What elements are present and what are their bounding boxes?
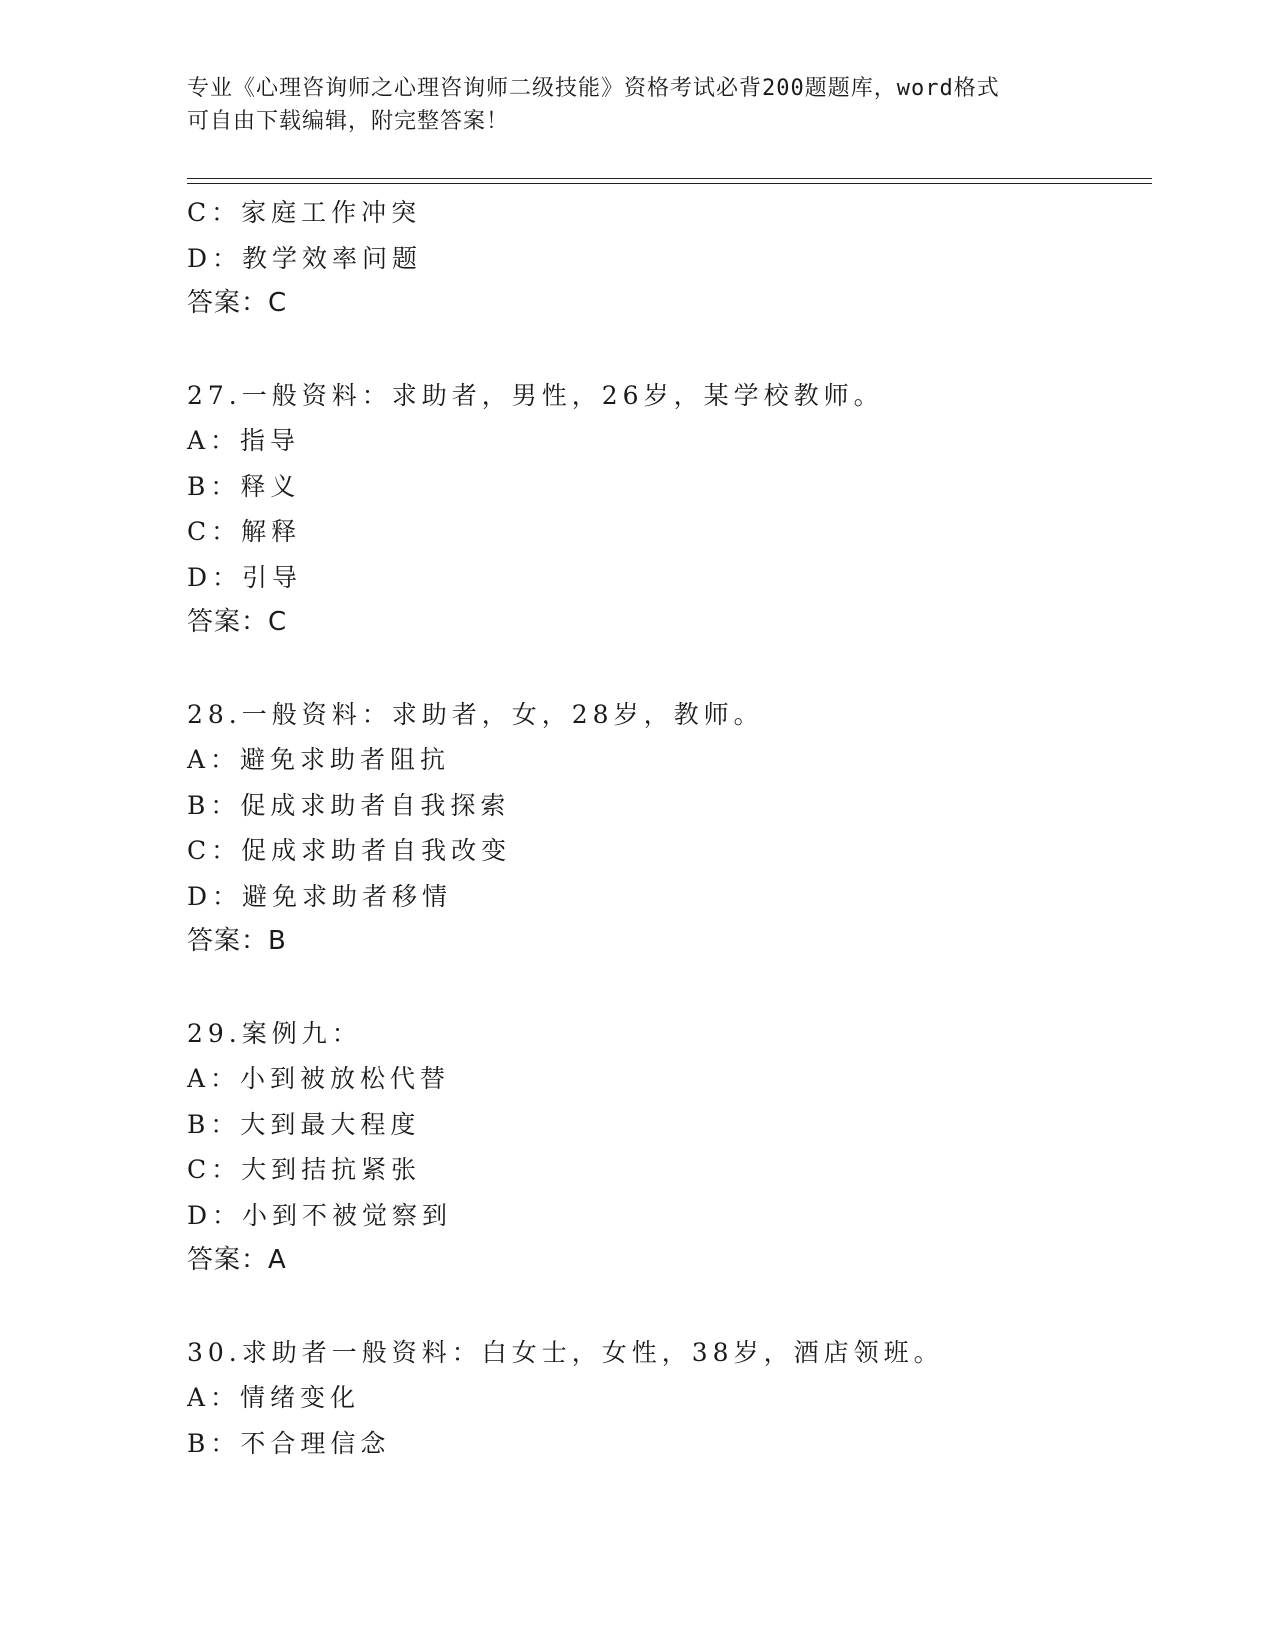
- question-stem: 28.一般资料：求助者，女，28岁，教师。: [187, 699, 764, 729]
- option-c: C：大到拮抗紧张: [187, 1155, 422, 1184]
- option-d: D：教学效率问题: [187, 243, 423, 273]
- option-b: B：不合理信念: [187, 1428, 391, 1458]
- header-line-1: 专业《心理咨询师之心理咨询师二级技能》资格考试必背200题题库，word格式: [187, 76, 1000, 101]
- option-c: C：促成求助者自我改变: [187, 836, 512, 865]
- document-header: [187, 72, 1067, 138]
- option-b: B：促成求助者自我探索: [187, 790, 511, 820]
- option-a: A：情绪变化: [187, 1383, 361, 1412]
- answer: 答案：C: [187, 607, 288, 637]
- answer: 答案：A: [187, 1245, 287, 1275]
- question-stem: 27.一般资料：求助者，男性，26岁，某学校教师。: [187, 380, 884, 410]
- spacer: [187, 1284, 1147, 1330]
- question-stem: 29.案例九：: [187, 1018, 362, 1048]
- header-rule-top: [187, 178, 1152, 179]
- answer: 答案：B: [187, 926, 287, 956]
- option-a: A：指导: [187, 426, 301, 455]
- option-d: D：小到不被觉察到: [187, 1200, 453, 1230]
- option-b: B：大到最大程度: [187, 1109, 421, 1139]
- option-a: A：避免求助者阻抗: [187, 745, 451, 774]
- spacer: [187, 965, 1147, 1011]
- option-d: D：避免求助者移情: [187, 881, 453, 911]
- answer: 答案：C: [187, 288, 288, 318]
- option-d: D：引导: [187, 562, 303, 592]
- option-b: B：释义: [187, 471, 301, 501]
- question-list: [187, 190, 1147, 1466]
- question-stem: 30.求助者一般资料：白女士，女性，38岁，酒店领班。: [187, 1337, 944, 1367]
- spacer: [187, 646, 1147, 692]
- option-a: A：小到被放松代替: [187, 1064, 451, 1093]
- option-c: C：家庭工作冲突: [187, 198, 422, 227]
- spacer: [187, 327, 1147, 373]
- header-line-2: 可自由下载编辑，附完整答案！: [187, 109, 510, 134]
- header-rule-bottom: [187, 183, 1152, 184]
- option-c: C：解释: [187, 517, 302, 546]
